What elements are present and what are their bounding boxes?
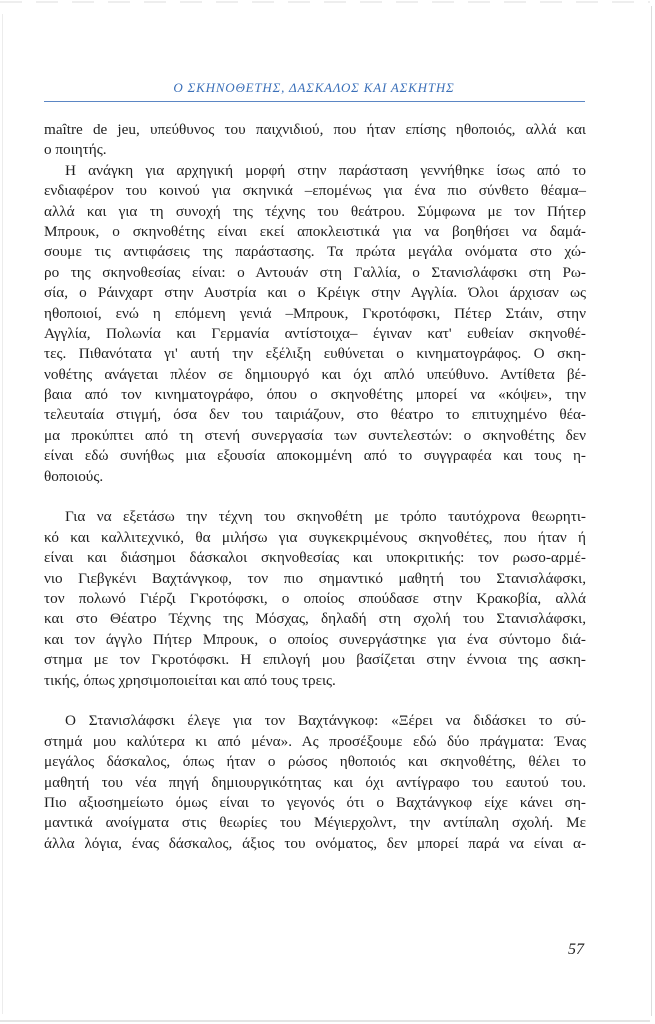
text-line: νιο Γιεβγκένι Βαχτάνγκοφ, τον πιο σημαντικό μαθητή του Στανισλάφσκι,	[44, 569, 586, 587]
text-line: τες. Πιθανότατα γι' αυτή την εξέλιξη ευθύνεται ο κινηματογράφος. Ο σκη-	[44, 345, 586, 363]
paragraph	[44, 161, 586, 487]
text-line: Η ανάγκη για αρχηγική μορφή στην παράσταση γεννήθηκε ίσως από το	[65, 161, 586, 179]
scan-edge-top	[0, 1, 650, 3]
text-line: Μπρουκ, ο σκηνοθέτης είναι εκεί αποκλειστικά για να βοηθήσει να δαμά-	[44, 222, 586, 240]
text-line: είναι και διάσημοι δάσκαλοι σκηνοθεσίας και υποκριτικής: τον ρωσο-αρμέ-	[44, 549, 586, 567]
text-line: μα προκύπτει από τη στενή συνεργασία των συντελεστών: ο σκηνοθέτης δεν	[44, 426, 586, 444]
text-line: και στο Θέατρο Τέχνης της Μόσχας, δηλαδή στη σχολή του Στανισλάφσκι,	[44, 610, 586, 628]
scan-edge-left	[2, 14, 3, 1014]
text-line: άλλα λόγια, ένας δάσκαλος, άξιος του ονόματος, δεν μπορεί παρά να είναι α-	[44, 834, 586, 852]
text-line: κό και καλλιτεχνικό, θα μιλήσω για συγκεκριμένους σκηνοθέτες, που ήταν ή	[44, 528, 586, 546]
text-line: τικής, όπως χρησιμοποιείται και από τους τρεις.	[44, 671, 336, 689]
text-line: τον πολωνό Γιέρζι Γκροτόφσκι, ο οποίος σπούδασε στην Κρακοβία, αλλά	[44, 589, 586, 607]
scan-edge-bottom	[0, 1020, 650, 1022]
paragraph	[44, 711, 586, 854]
body-text	[44, 120, 586, 854]
text-line: μαθητή του νέα πηγή δημιουργικότητας και όχι αντίγραφο του εαυτού του.	[44, 773, 586, 791]
text-line: βαια από τον κινηματογράφο, όπου ο σκηνοθέτης μπορεί να «κόψει», την	[44, 386, 586, 404]
page-number: 57	[568, 941, 584, 958]
text-line: ρο της σκηνοθεσίας είναι: ο Αντουάν στη Γαλλία, ο Στανισλάφσκι στη Ρω-	[44, 263, 586, 281]
text-line: στημα με τον Γκροτόφσκι. Η επιλογή μου βασίζεται στην έννοια της ασκη-	[44, 651, 586, 669]
text-line: Πιο αξιοσημείωτο όμως είναι το γεγονός ότι ο Βαχτάνγκοφ είχε κάνει ση-	[44, 793, 586, 811]
text-line: ο ποιητής.	[44, 141, 107, 159]
text-line: μεγάλος δάσκαλος, όπως ήταν ο ρώσος ηθοποιός και σκηνοθέτης, θέλει το	[44, 753, 586, 771]
text-line: θοποιούς.	[44, 467, 104, 485]
text-line: Ο Στανισλάφσκι έλεγε για τον Βαχτάνγκοφ: «Ξέρει να διδάσκει το σύ-	[65, 712, 586, 730]
text-line: αλλά και για τη συνοχή της τέχνης του θεάτρου. Σύμφωνα με τον Πήτερ	[44, 202, 586, 220]
text-line: μαντικά ανοίγματα στις θεωρίες του Μέγιερχολντ, την αντίπαλη σχολή. Με	[44, 814, 586, 832]
paragraph-gap	[44, 691, 586, 711]
header-rule	[44, 101, 585, 102]
text-line: Για να εξετάσω την τέχνη του σκηνοθέτη με τρόπο ταυτόχρονα θεωρητι-	[65, 508, 586, 526]
text-line: ηθοποιοί, ενώ η επόμενη γενιά –Μπρουκ, Γκροτόφσκι, Πέτερ Στάιν, στην	[44, 304, 586, 322]
text-line: maître de jeu, υπεύθυνος του παιχνιδιού, που ήταν επίσης ηθοποιός, αλλά και	[44, 121, 586, 138]
text-line: σουμε τις αντιφάσεις της παράστασης. Τα πρώτα μεγάλα ονόματα στο χώ-	[44, 243, 586, 261]
scan-edge-right	[651, 6, 652, 1016]
paragraph-gap	[44, 487, 586, 507]
paragraph	[44, 120, 586, 161]
text-line: είναι εδώ συνήθως μια εξουσία αποκομμένη από το συγγραφέα και τους η-	[44, 447, 586, 465]
paragraph	[44, 507, 586, 691]
text-line: ενδιαφέρον του κοινού για σκηνικά –επομένως για ένα πιο σύνθετο θέαμα–	[44, 182, 586, 200]
running-head: Ο ΣΚΗΝΟΘΕΤΗΣ, ΔΑΣΚΑΛΟΣ ΚΑΙ ΑΣΚΗΤΗΣ	[173, 80, 455, 95]
text-line: σία, ο Ράινχαρτ στην Αυστρία και ο Κρέιγκ στην Αγγλία. Όλοι άρχισαν ως	[44, 284, 586, 302]
text-line: νοθέτης ανάγεται πλέον σε δημιουργό και όχι απλό υπεύθυνο. Αντίθετα βέ-	[44, 365, 586, 383]
text-line: και τον άγγλο Πήτερ Μπρουκ, ο οποίος συνεργάστηκε για ένα σύντομο διά-	[44, 630, 586, 648]
text-line: Αγγλία, Πολωνία και Γερμανία αντίστοιχα– έγιναν κατ' ευθείαν σκηνοθέ-	[44, 324, 586, 342]
text-line: τελευταία στιγμή, όσα δεν του ταιριάζουν, στο θέατρο το επιτυχημένο θέα-	[44, 406, 586, 424]
text-line: στημά μου καλύτερα κι από μένα». Ας προσέξουμε εδώ δύο πράγματα: Ένας	[44, 732, 586, 750]
